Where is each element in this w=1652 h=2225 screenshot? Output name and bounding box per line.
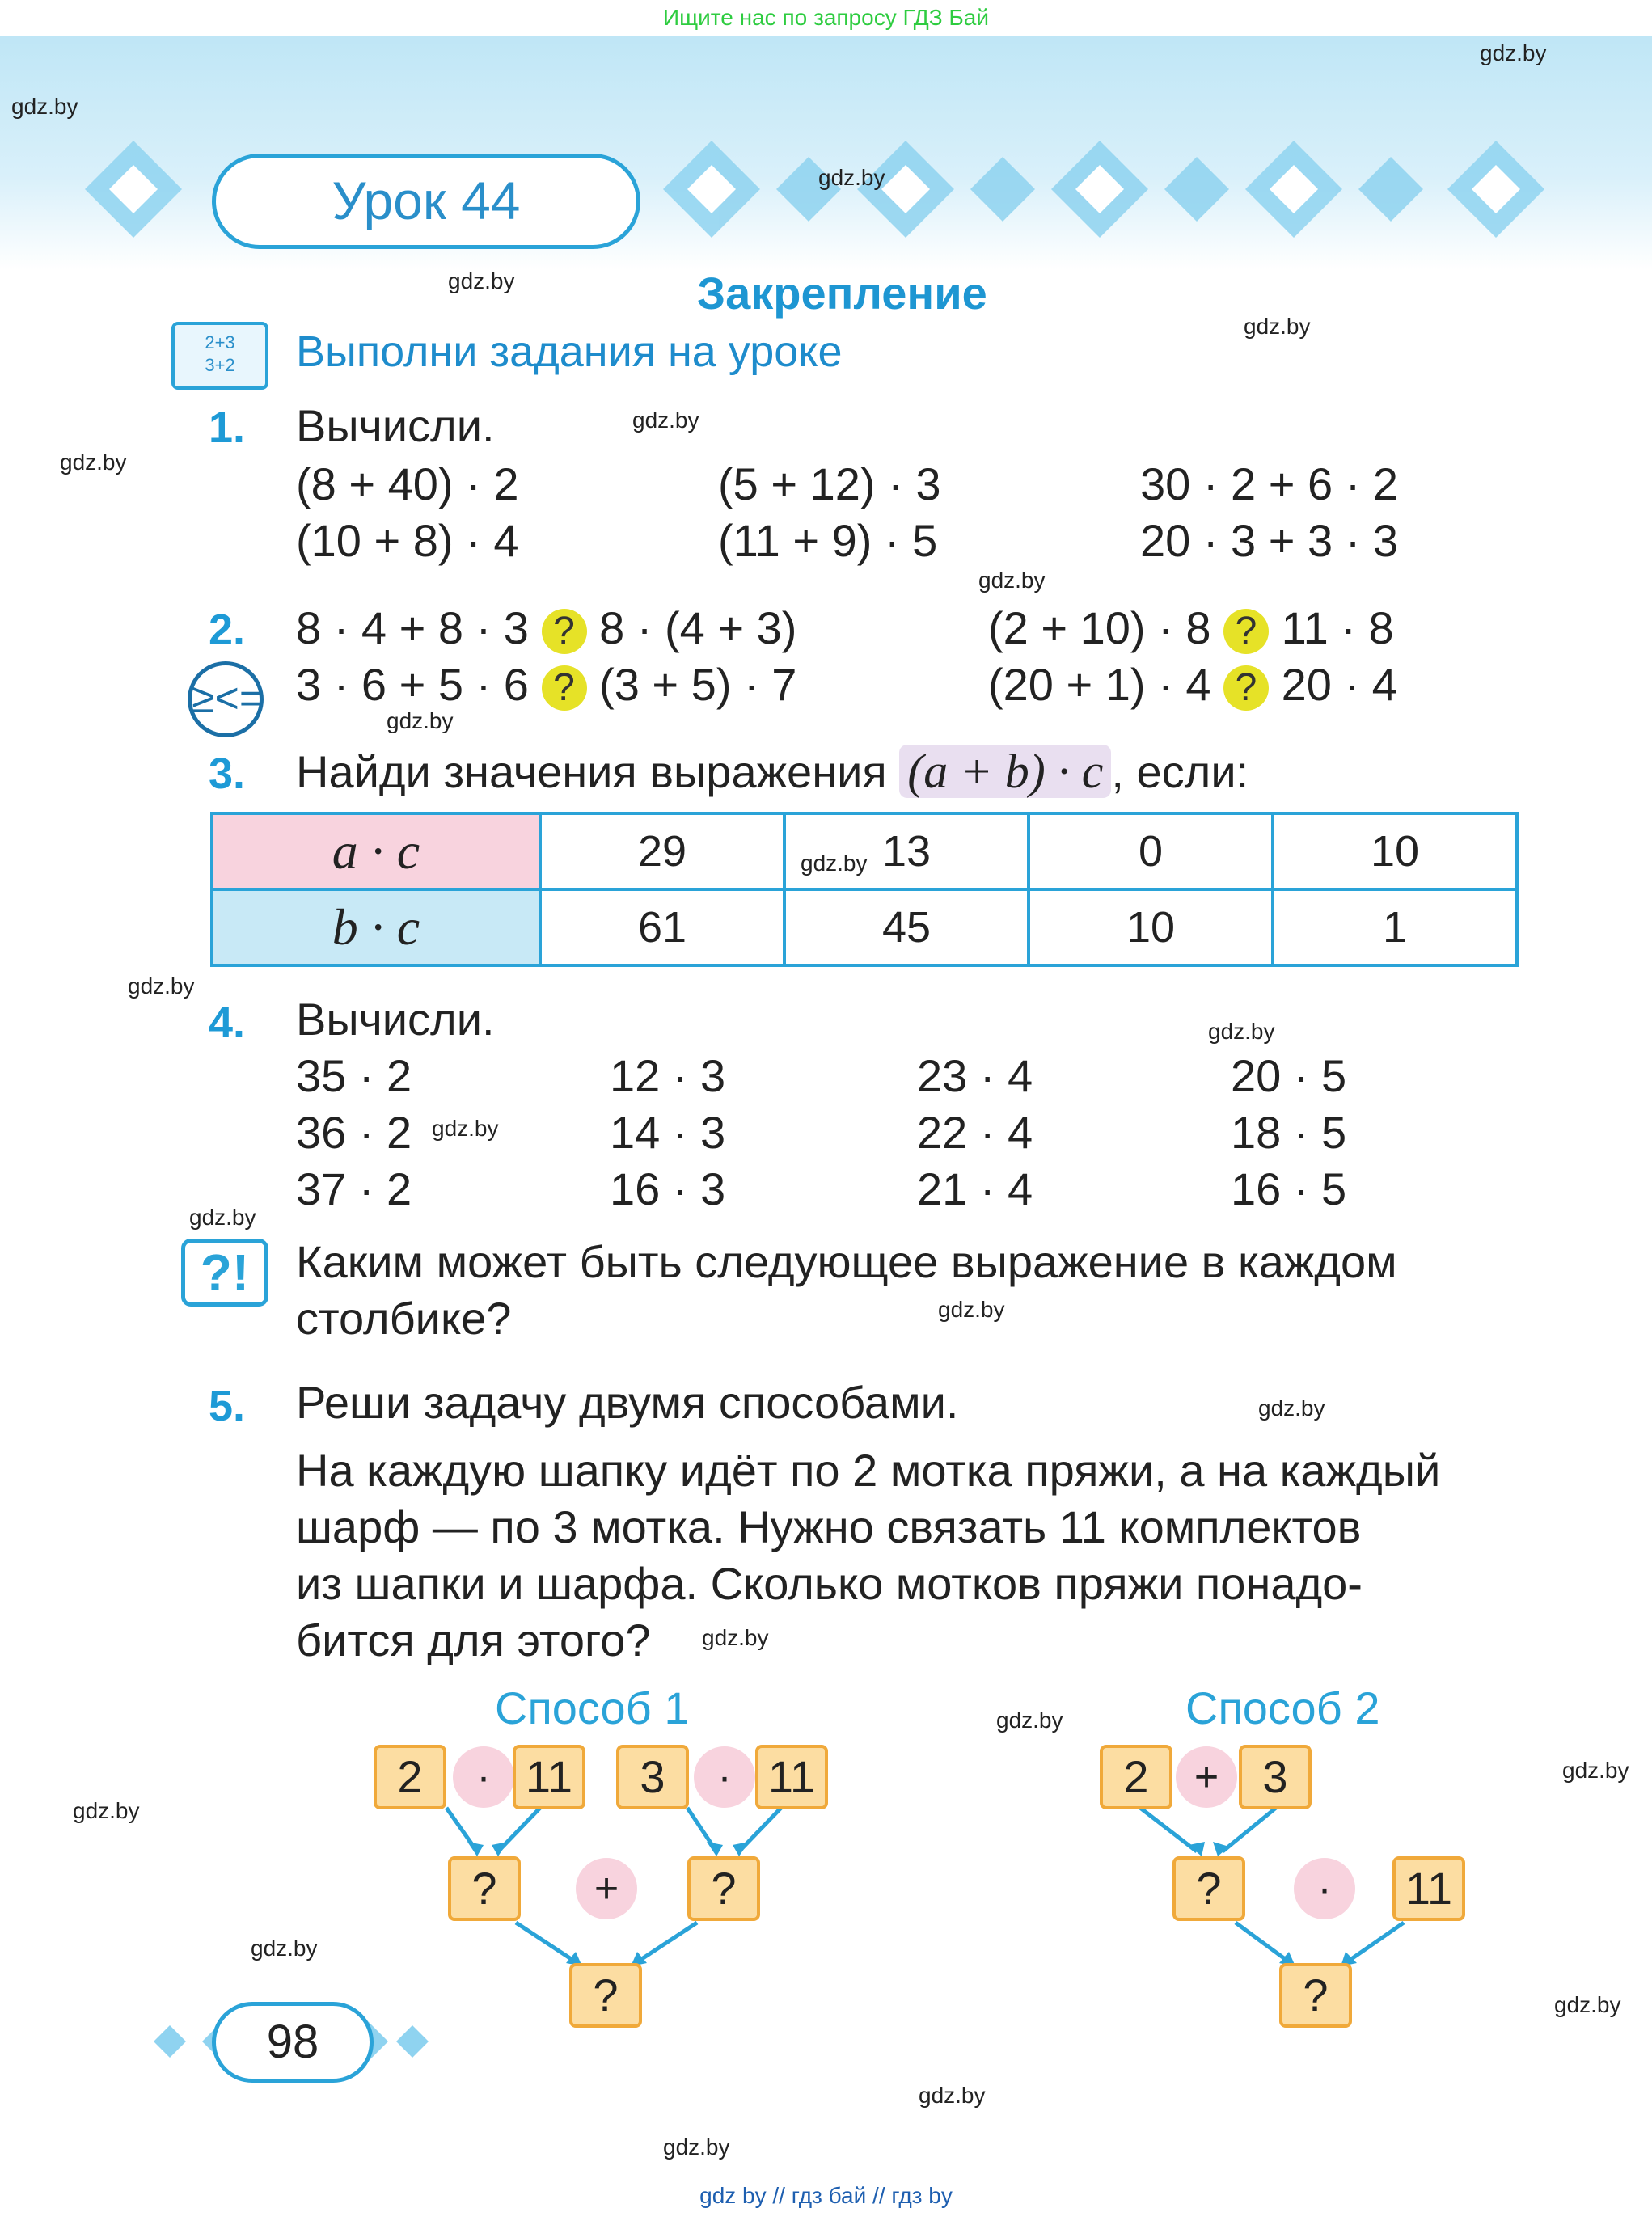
watermark: gdz.by bbox=[1480, 40, 1547, 65]
watermark: gdz.by bbox=[432, 1116, 499, 1141]
number-box: 3 bbox=[1239, 1745, 1312, 1809]
watermark: gdz.by bbox=[818, 165, 885, 190]
expression-highlight: (a + b) · c bbox=[899, 745, 1111, 798]
expression: (11 + 9) · 5 bbox=[718, 515, 938, 566]
table-cell: 29 bbox=[540, 813, 784, 889]
watermark: gdz.by bbox=[1562, 1758, 1629, 1783]
watermark: gdz.by bbox=[978, 568, 1046, 593]
watermark: gdz.by bbox=[60, 450, 127, 475]
operation-circle: + bbox=[1176, 1746, 1237, 1808]
number-box: 11 bbox=[513, 1745, 585, 1809]
problem-text: шарф — по 3 мотка. Нужно связать 11 комплектов bbox=[296, 1501, 1362, 1552]
expression: (2 + 10) · 8 bbox=[988, 602, 1211, 653]
page-number: 98 bbox=[212, 2002, 374, 2083]
expression: (10 + 8) · 4 bbox=[296, 515, 519, 566]
expression: (5 + 12) · 3 bbox=[718, 458, 941, 509]
expression: 23 · 4 bbox=[917, 1050, 1033, 1101]
number-box: 11 bbox=[1392, 1856, 1465, 1921]
expression: 36 · 2 bbox=[296, 1107, 412, 1158]
task-title: Реши задачу двумя способами. bbox=[296, 1377, 959, 1428]
section-heading: Выполни задания на уроке bbox=[296, 327, 843, 376]
table-cell: 1 bbox=[1273, 889, 1517, 965]
expression: (3 + 5) · 7 bbox=[599, 659, 797, 710]
watermark: gdz.by bbox=[1208, 1019, 1275, 1044]
expression: 30 · 2 + 6 · 2 bbox=[1140, 458, 1399, 509]
expression: (8 + 40) · 2 bbox=[296, 458, 519, 509]
question-mark-icon[interactable]: ? bbox=[1223, 609, 1269, 654]
table-cell: 10 bbox=[1029, 889, 1273, 965]
compare-icon: ≥<= bbox=[188, 661, 264, 737]
operation-circle: · bbox=[694, 1746, 755, 1808]
task-number: 1. bbox=[209, 403, 246, 452]
task-number: 5. bbox=[209, 1382, 246, 1430]
expression: 21 · 4 bbox=[917, 1163, 1033, 1214]
task-number: 4. bbox=[209, 999, 246, 1047]
question-text: Каким может быть следующее выражение в каждом bbox=[296, 1236, 1397, 1287]
expression: 3 · 6 + 5 · 6 bbox=[296, 659, 529, 710]
row-header: a · c bbox=[212, 813, 540, 889]
expression: 8 · 4 + 8 · 3 bbox=[296, 602, 529, 653]
number-box: 2 bbox=[374, 1745, 446, 1809]
number-box: 11 bbox=[755, 1745, 828, 1809]
problem-text: бится для этого? bbox=[296, 1615, 651, 1666]
answer-box[interactable]: ? bbox=[569, 1963, 642, 2028]
lesson-subtitle: Закрепление bbox=[697, 268, 987, 319]
answer-box[interactable]: ? bbox=[1172, 1856, 1245, 1921]
task-suffix: , если: bbox=[1111, 746, 1249, 797]
expression: 37 · 2 bbox=[296, 1163, 412, 1214]
task-number: 2. bbox=[209, 606, 246, 654]
answer-box[interactable]: ? bbox=[448, 1856, 521, 1921]
watermark: gdz.by bbox=[1244, 314, 1311, 339]
expression: 18 · 5 bbox=[1231, 1107, 1347, 1158]
watermark: gdz.by bbox=[919, 2083, 986, 2108]
table-cell: 10 bbox=[1273, 813, 1517, 889]
watermark: gdz.by bbox=[1258, 1395, 1325, 1421]
answer-box[interactable]: ? bbox=[687, 1856, 760, 1921]
watermark: gdz.by bbox=[702, 1625, 769, 1650]
expression: 35 · 2 bbox=[296, 1050, 412, 1101]
expression: (20 + 1) · 4 bbox=[988, 659, 1211, 710]
watermark: gdz.by bbox=[938, 1297, 1005, 1322]
expression: 16 · 5 bbox=[1231, 1163, 1347, 1214]
board-line: 3+2 bbox=[205, 355, 235, 375]
expression: 16 · 3 bbox=[610, 1163, 726, 1214]
number-box: 2 bbox=[1100, 1745, 1172, 1809]
watermark: gdz.by bbox=[663, 2134, 730, 2160]
board-line: 2+3 bbox=[205, 332, 235, 353]
method-title: Способ 1 bbox=[495, 1682, 690, 1733]
top-banner[interactable]: Ищите нас по запросу ГДЗ Бай bbox=[662, 5, 990, 30]
expression: 22 · 4 bbox=[917, 1107, 1033, 1158]
question-mark-icon[interactable]: ? bbox=[1223, 665, 1269, 711]
number-box: 3 bbox=[616, 1745, 689, 1809]
expression: 8 · (4 + 3) bbox=[599, 602, 797, 653]
operation-circle: · bbox=[453, 1746, 514, 1808]
watermark: gdz.by bbox=[996, 1708, 1063, 1733]
problem-text: На каждую шапку идёт по 2 мотка пряжи, а на каждый bbox=[296, 1445, 1441, 1496]
table-cell: 13 bbox=[784, 813, 1029, 889]
answer-box[interactable]: ? bbox=[1279, 1963, 1352, 2028]
question-exclamation-icon: ?! bbox=[181, 1239, 268, 1307]
lesson-title: Урок 44 bbox=[212, 154, 640, 249]
table-cell: 61 bbox=[540, 889, 784, 965]
watermark: gdz.by bbox=[251, 1936, 318, 1961]
question-mark-icon[interactable]: ? bbox=[542, 609, 587, 654]
task-title: Вычисли. bbox=[296, 994, 495, 1045]
expression: 11 · 8 bbox=[1281, 602, 1394, 653]
footer-links[interactable]: gdz by // гдз бай // гдз by bbox=[699, 2183, 953, 2208]
task-instruction: Найди значения выражения bbox=[296, 746, 887, 797]
watermark: gdz.by bbox=[128, 973, 195, 999]
watermark: gdz.by bbox=[11, 94, 78, 119]
watermark: gdz.by bbox=[189, 1205, 256, 1230]
table-cell: 0 bbox=[1029, 813, 1273, 889]
row-header: b · c bbox=[212, 889, 540, 965]
watermark: gdz.by bbox=[387, 708, 454, 733]
operation-circle: · bbox=[1294, 1858, 1355, 1919]
watermark: gdz.by bbox=[801, 851, 868, 876]
task-number: 3. bbox=[209, 749, 246, 798]
expression: 12 · 3 bbox=[610, 1050, 726, 1101]
watermark: gdz.by bbox=[73, 1798, 140, 1823]
method-title: Способ 2 bbox=[1185, 1682, 1380, 1733]
watermark: gdz.by bbox=[1554, 1992, 1621, 2017]
question-mark-icon[interactable]: ? bbox=[542, 665, 587, 711]
expression: 20 · 4 bbox=[1281, 659, 1397, 710]
task-title: Вычисли. bbox=[296, 400, 495, 451]
question-text: столбике? bbox=[296, 1293, 512, 1344]
watermark: gdz.by bbox=[448, 268, 515, 293]
table-cell: 45 bbox=[784, 889, 1029, 965]
expression: 20 · 5 bbox=[1231, 1050, 1347, 1101]
problem-text: из шапки и шарфа. Сколько мотков пряжи понадо- bbox=[296, 1558, 1363, 1609]
watermark: gdz.by bbox=[632, 407, 699, 433]
expression: 20 · 3 + 3 · 3 bbox=[1140, 515, 1399, 566]
operation-circle: + bbox=[576, 1858, 637, 1919]
expression: 14 · 3 bbox=[610, 1107, 726, 1158]
